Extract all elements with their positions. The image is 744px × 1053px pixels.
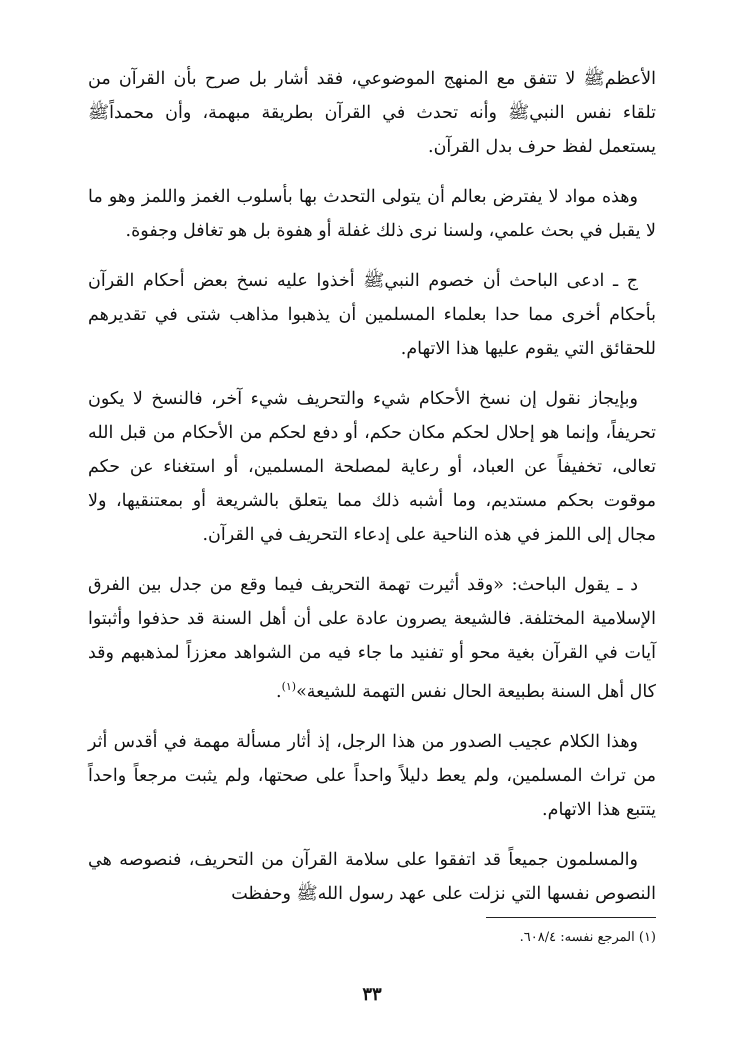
paragraph-6: وهذا الكلام عجيب الصدور من هذا الرجل، إذ أثار مسألة مهمة في أقدس أثر من تراث المسلمين، ولم يعط دليلاً واحداً على صحتها، ولم يثبت مرجعاً واحداً يتتبع هذا الاتهام. — [88, 731, 656, 820]
paragraph-3: ج ـ ادعى الباحث أن خصوم النبيﷺ أخذوا عليه نسخ بعض أحكام القرآن بأحكام أخرى مما حدا بعلماء المسلمين أن يذهبوا مذاهب شتى في تقديرهم للحقائق التي يقوم عليها هذا الاتهام. — [88, 271, 656, 359]
page-number: ٣٣ — [362, 984, 382, 1005]
paragraph-2: وهذه مواد لا يفترض بعالم أن يتولى التحدث بها بأسلوب الغمز واللمز وهو ما لا يقبل في بحث علمي، ولسنا نرى ذلك غفلة أو هفوة بل هو تغافل وجفوة. — [88, 187, 656, 241]
paragraph-7: والمسلمون جميعاً قد اتفقوا على سلامة القرآن من التحريف، فنصوصه هي النصوص نفسها التي نزلت على عهد رسول اللهﷺ وحفظت — [88, 849, 656, 904]
footnote: (١) المرجع نفسه: ٦٠٨/٤. — [519, 930, 656, 945]
paragraph-5 — [88, 568, 656, 709]
paragraph-1: الأعظمﷺ لا تتفق مع المنهج الموضوعي، فقد أشار بل صرح بأن القرآن من تلقاء نفس النبيﷺ وأنه تحدث في القرآن بطريقة مبهمة، وأن محمداًﷺ يستعمل لفظ حرف بدل القرآن. — [88, 69, 656, 157]
paragraph-4: وبإيجاز نقول إن نسخ الأحكام شيء والتحريف شيء آخر، فالنسخ لا يكون تحريفاً، وإنما هو إحلال لحكم مكان حكم، أو دفع لحكم من الأحكام من قبل الله تعالى، تخفيفاً عن العباد، أو رعاية لمصلحة المسلمين، أو استغناء عن حكم موقوت بحكم مستديم، وما أشبه ذلك مما يتعلق بالشريعة أو بمعتنقيها، ولا مجال إلى اللمز في هذه الناحية على إدعاء التحريف في القرآن. — [88, 389, 656, 545]
page-body — [88, 62, 656, 911]
footnote-divider — [486, 917, 656, 918]
paragraph-5-end: . — [276, 681, 282, 702]
footnote-marker: (١) — [281, 680, 297, 693]
paragraph-5-text: د ـ يقول الباحث: «وقد أثيرت تهمة التحريف فيما وقع من جدل بين الفرق الإسلامية المختلفة. فالشيعة يصرون عادة على أن أهل السنة قد حذفوا وأثبتوا آيات في القرآن بغية محو أو تفنيد ما جاء فيه من الشواهد معززاً لمذهبهم وقد كال أهل السنة بطبيعة الحال نفس التهمة للشيعة» — [88, 575, 656, 702]
